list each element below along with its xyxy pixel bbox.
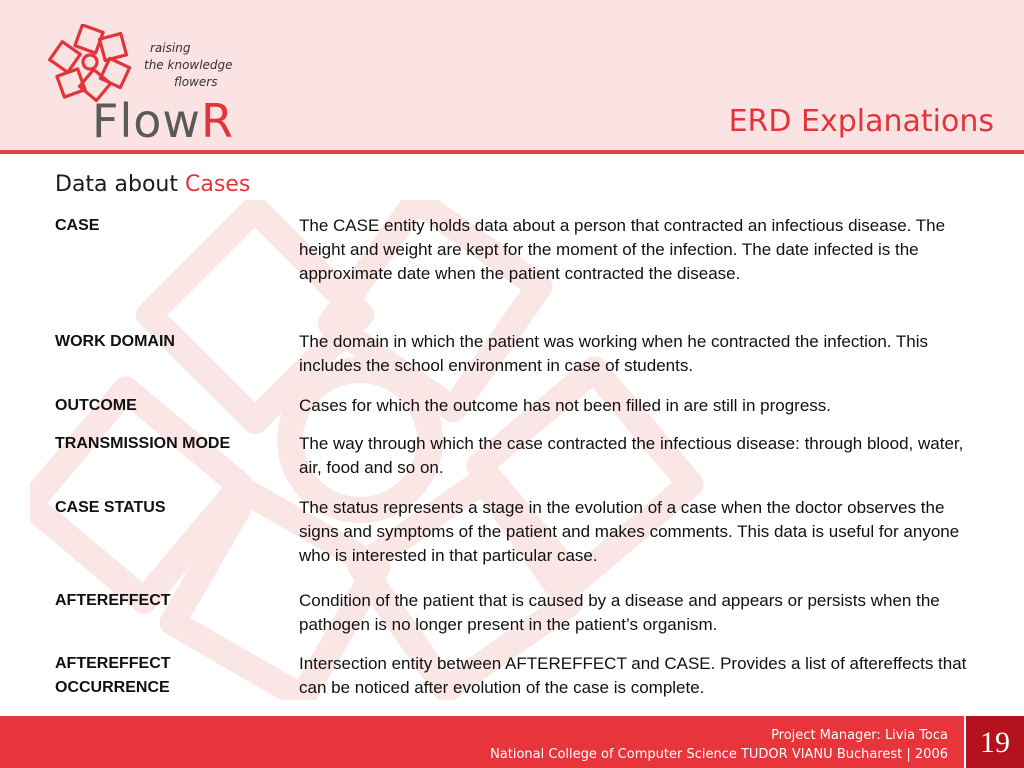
definition-term xyxy=(55,496,295,520)
logo-wordmark xyxy=(92,94,234,148)
flower-petals-icon xyxy=(48,24,138,104)
definition-description: The status represents a stage in the evolution of a case when the doctor observes the signs and symptoms of the patient and makes comments. This data is useful for anyone who is interested in that particular case. xyxy=(299,498,960,565)
term-line: AFTEREFFECT xyxy=(55,655,171,672)
tagline-line: raising xyxy=(150,41,191,55)
flowr-logo xyxy=(40,18,280,146)
term-line: WORK DOMAIN xyxy=(55,333,175,350)
header-divider xyxy=(0,150,1024,154)
footer-credits xyxy=(490,726,948,764)
logo-tagline xyxy=(144,40,274,91)
definition-description: The domain in which the patient was working when he contracted the infection. This includes the school environment in case of students. xyxy=(299,332,929,375)
page-number: 19 xyxy=(980,726,1010,759)
slide-footer xyxy=(0,716,1024,768)
section-title-accent: Cases xyxy=(185,172,251,197)
term-line: TRANSMISSION MODE xyxy=(55,435,231,452)
tagline-line: flowers xyxy=(174,75,218,89)
definition-term xyxy=(55,432,295,456)
footer-project-manager: Project Manager: Livia Toca xyxy=(771,728,948,743)
definition-term xyxy=(55,394,295,418)
definition-term xyxy=(55,214,295,238)
page-number-box xyxy=(964,716,1024,768)
term-line: OUTCOME xyxy=(55,397,137,414)
definition-term xyxy=(55,330,295,354)
definition-description: Condition of the patient that is caused by a disease and appears or persists when the pathogen is no longer present in the patient’s organism. xyxy=(299,591,940,634)
section-title-prefix: Data about xyxy=(55,172,178,197)
term-line: AFTEREFFECT xyxy=(55,592,171,609)
term-line: CASE xyxy=(55,217,100,234)
term-line: OCCURRENCE xyxy=(55,679,170,696)
tagline-line: the knowledge xyxy=(144,58,233,72)
footer-institution: National College of Computer Science TUDOR VIANU Bucharest | 2006 xyxy=(490,747,948,762)
logo-word: Flow xyxy=(92,94,202,148)
definition-term xyxy=(55,652,295,700)
definition-description: The way through which the case contracted the infectious disease: through blood, water, air, food and so on. xyxy=(299,434,964,477)
definition-description: Intersection entity between AFTEREFFECT and CASE. Provides a list of aftereffects that can be noticed after evolution of the case is complete. xyxy=(299,654,967,697)
slide-title: ERD Explanations xyxy=(728,104,994,139)
logo-word-accent: R xyxy=(201,94,234,148)
definition-term xyxy=(55,589,295,613)
definition-description: Cases for which the outcome has not been filled in are still in progress. xyxy=(299,396,831,415)
term-line: CASE STATUS xyxy=(55,499,166,516)
section-title xyxy=(55,172,250,197)
definition-description: The CASE entity holds data about a person that contracted an infectious disease. The height and weight are kept for the moment of the infection. The date infected is the approximate date when the patient contracted the disease. xyxy=(299,216,946,283)
